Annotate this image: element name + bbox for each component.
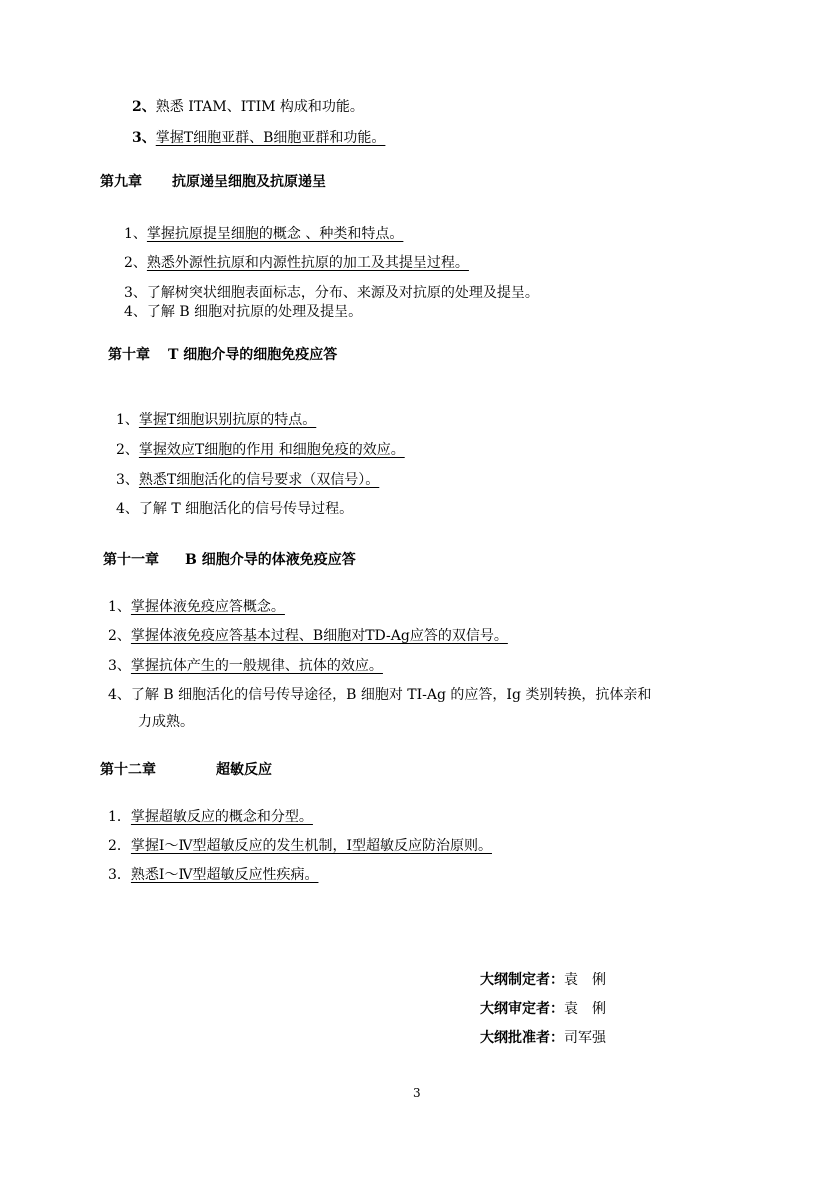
ch11-item-4-continued: 力成熟。: [138, 714, 194, 730]
ch12-item-3: 3．熟悉Ⅰ～Ⅳ型超敏反应性疾病。: [108, 867, 319, 883]
ch9-item-2: 2、熟悉外源性抗原和内源性抗原的加工及其提呈过程。: [124, 255, 469, 271]
ch12-item-1: 1．掌握超敏反应的概念和分型。: [108, 809, 313, 825]
chapter-11-heading: 第十一章 B 细胞介导的体液免疫应答: [103, 552, 356, 568]
ch11-item-4: 4、了解 B 细胞活化的信号传导途径，B 细胞对 TI-Ag 的应答，Ig 类别转换，抗体亲和: [108, 687, 652, 703]
ch8-item-2: 2、熟悉 ITAM、ITIM 构成和功能。: [132, 99, 364, 115]
ch9-item-4: 4、了解 B 细胞对抗原的处理及提呈。: [124, 304, 363, 320]
ch9-item-1: 1、掌握抗原提呈细胞的概念 、种类和特点。: [124, 226, 404, 242]
signature-reviewer: 大纲审定者：袁 俐: [480, 1001, 606, 1017]
ch10-item-1: 1、掌握T细胞识别抗原的特点。: [116, 412, 317, 428]
ch9-item-3: 3、了解树突状细胞表面标志，分布、来源及对抗原的处理及提呈。: [124, 285, 539, 301]
page-number: 3: [413, 1086, 421, 1100]
ch11-item-1: 1、掌握体液免疫应答概念。: [108, 599, 285, 615]
signature-approver: 大纲批准者：司军强: [480, 1030, 606, 1046]
chapter-12-heading: 第十二章 超敏反应: [100, 762, 272, 778]
chapter-9-heading: 第九章 抗原递呈细胞及抗原递呈: [100, 174, 326, 190]
ch10-item-2: 2、掌握效应T细胞的作用 和细胞免疫的效应。: [116, 442, 405, 458]
signature-drafter: 大纲制定者：袁 俐: [480, 972, 606, 988]
ch11-item-2: 2、掌握体液免疫应答基本过程、B细胞对TD-Ag应答的双信号。: [108, 628, 508, 644]
ch11-item-3: 3、掌握抗体产生的一般规律、抗体的效应。: [108, 658, 383, 674]
ch10-item-3: 3、熟悉T细胞活化的信号要求（双信号）。: [116, 472, 380, 488]
ch8-item-3: 3、掌握T细胞亚群、B细胞亚群和功能。: [132, 130, 386, 146]
chapter-10-heading: 第十章 T 细胞介导的细胞免疫应答: [108, 347, 338, 363]
ch10-item-4: 4、了解 T 细胞活化的信号传导过程。: [116, 501, 354, 517]
ch12-item-2: 2．掌握Ⅰ～Ⅳ型超敏反应的发生机制，Ⅰ型超敏反应防治原则。: [108, 838, 492, 854]
